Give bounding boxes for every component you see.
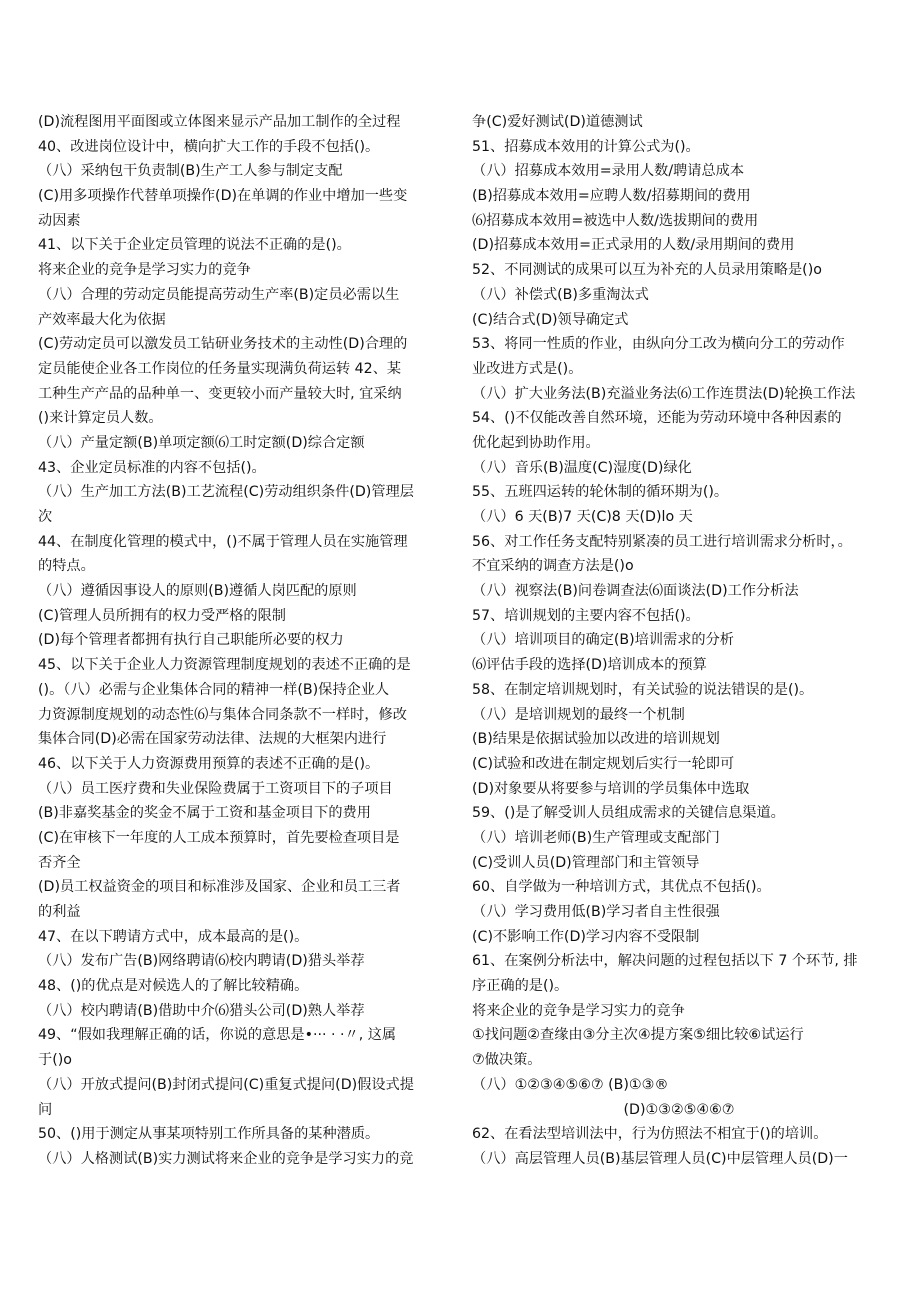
left-column-line: (C)劳动定员可以激发员工钻研业务技术的主动性(D)合理的 xyxy=(38,336,408,353)
left-column-line: 49、“假如我理解正确的话，你说的意思是•··· · ·〃, 这属 xyxy=(38,1027,397,1044)
left-column-line: (D)每个管理者都拥有执行自己职能所必要的权力 xyxy=(38,632,344,649)
left-column-line: (D)员工权益资金的项目和标准涉及国家、企业和员工三者 xyxy=(38,879,401,896)
left-column-line: (D)流程图用平面图或立体图来显示产品加工制作的全过程 xyxy=(38,114,401,130)
right-column-line: （八）培训老师(B)生产管理或支配部门 xyxy=(472,829,720,846)
left-column-line: （八）采纳包干负责制(B)生产工人参与制定支配 xyxy=(38,163,343,180)
left-column-line: 41、以下关于企业定员管理的说法不正确的是()。 xyxy=(38,237,351,254)
left-column-line: （八）发布广告(B)网络聘请⑹校内聘请(D)猎头举荐 xyxy=(38,953,365,970)
left-column-line: 力资源制度规划的动态性⑹与集体合同条款不一样时，修改 xyxy=(38,706,407,723)
right-column-line: (B)结果是依据试验加以改进的培训规划 xyxy=(472,731,720,748)
left-column-line: (C)用多项操作代替单项操作(D)在单调的作业中增加一些变 xyxy=(38,188,408,205)
left-column-line: 于()o xyxy=(38,1052,72,1069)
left-column-line: 问 xyxy=(38,1101,53,1118)
left-column-line: ()。（八）必需与企业集体合同的精神一样(B)保持企业人 xyxy=(38,681,390,698)
right-column-line: 51、招募成本效用的计算公式为()。 xyxy=(472,138,700,155)
right-column-line: 54、()不仅能改善自然环境，还能为劳动环境中各种因素的 xyxy=(472,410,842,427)
left-column-line: 43、企业定员标准的内容不包括()。 xyxy=(38,459,266,476)
left-column-line: （八）生产加工方法(B)工艺流程(C)劳动组织条件(D)管理层 xyxy=(38,484,414,501)
left-column-line: 的特点。 xyxy=(38,558,95,575)
right-column-line: （八）补偿式(B)多重淘汰式 xyxy=(472,286,649,303)
left-column-line: 46、以下关于人力资源费用预算的表述不正确的是()。 xyxy=(38,755,380,772)
right-column-line: 优化起到协助作用。 xyxy=(472,434,600,451)
left-column-line: 动因素 xyxy=(38,212,81,229)
right-column-line: ⑦做决策。 xyxy=(472,1052,542,1069)
left-column-line: 工种生产产品的品种单一、变更较小而产量较大时, 宜采纳 xyxy=(38,385,402,402)
left-column-line: 集体合同(D)必需在国家劳动法律、法规的大框架内进行 xyxy=(38,731,387,748)
left-column-line: 40、改进岗位设计中，横向扩大工作的手段不包括()。 xyxy=(38,138,380,155)
right-column-line: (D)对象要从将要参与培训的学员集体中选取 xyxy=(472,780,750,797)
left-column-line: 44、在制度化管理的模式中，()不属于管理人员在实施管理 xyxy=(38,533,408,550)
right-column-line: （八）①②③④⑤⑥⑦ (B)①③® xyxy=(472,1076,669,1093)
right-column-line: 53、将同一性质的作业，由纵向分工改为横向分工的劳动作 xyxy=(472,336,845,353)
left-column-line: 45、以下关于企业人力资源管理制度规划的表述不正确的是 xyxy=(38,657,411,674)
right-column-line: （八）是培训规划的最终一个机制 xyxy=(472,706,685,723)
right-column-line: （八）培训项目的确定(B)培训需求的分析 xyxy=(472,632,734,649)
left-column-line: （八）校内聘请(B)借助中介⑹猎头公司(D)熟人举荐 xyxy=(38,1002,365,1019)
left-column-line: (C)在审核下一年度的人工成本预算时，首先要检查项目是 xyxy=(38,829,400,846)
right-column-line: 62、在看法型培训法中，行为仿照法不相宜于()的培训。 xyxy=(472,1126,828,1143)
right-column-line: (B)招募成本效用=应聘人数/招募期间的费用 xyxy=(472,188,751,205)
right-column-line: （八）6 天(B)7 天(C)8 天(D)lo 天 xyxy=(472,509,693,525)
right-column-line: (C)受训人员(D)管理部门和主管领导 xyxy=(472,854,700,871)
right-column-line: （八）高层管理人员(B)基层管理人员(C)中层管理人员(D)一 xyxy=(472,1150,848,1167)
left-column xyxy=(38,110,450,1172)
right-column-line: （八）视察法(B)问卷调查法⑹面谈法(D)工作分析法 xyxy=(472,583,799,600)
right-column-line: (C)试验和改进在制定规划后实行一轮即可 xyxy=(472,755,735,772)
right-column-line: 52、不同测试的成果可以互为补充的人员录用策略是()o xyxy=(472,262,822,279)
left-column-line: （八）人格测试(B)实力测试将来企业的竞争是学习实力的竞 xyxy=(38,1150,414,1167)
left-column-line: 否齐全 xyxy=(38,854,81,871)
right-column-line: 将来企业的竞争是学习实力的竞争 xyxy=(472,1002,685,1019)
right-column-line: 60、自学做为一种培训方式，其优点不包括()。 xyxy=(472,879,771,896)
right-column-line: ⑹招募成本效用=被选中人数/选拔期间的费用 xyxy=(472,212,759,229)
right-column-line: ⑹评估手段的选择(D)培训成本的预算 xyxy=(472,657,707,674)
right-column-line: （八）招募成本效用=录用人数/聘请总成本 xyxy=(472,163,745,180)
right-column-line: 56、对工作任务支配特别紧凑的员工进行培训需求分析时，。 xyxy=(472,533,852,550)
left-column-line: ()来计算定员人数。 xyxy=(38,410,163,427)
left-column-line: 48、()的优点是对候选人的了解比较精确。 xyxy=(38,978,309,995)
right-column xyxy=(472,110,886,1172)
right-column-line: ①找问题②查缘由③分主次④提方案⑤细比较⑥试运行 xyxy=(472,1027,804,1044)
left-column-line: 定员能使企业各工作岗位的任务量实现满负荷运转 42、某 xyxy=(38,360,402,377)
right-column-line: 61、在案例分析法中，解决问题的过程包括以下 7 个环节, 排 xyxy=(472,953,858,970)
left-column-line: 47、在以下聘请方式中，成本最高的是()。 xyxy=(38,928,309,945)
left-column-line: （八）员工医疗费和失业保险费属于工资项目下的子项目 xyxy=(38,780,393,797)
left-column-line: (C)管理人员所拥有的权力受严格的限制 xyxy=(38,607,286,624)
right-column-line: 59、()是了解受训人员组成需求的关键信息渠道。 xyxy=(472,805,785,822)
left-column-line: 次 xyxy=(38,509,53,525)
right-column-line: (D)招募成本效用=正式录用的人数/录用期间的费用 xyxy=(472,237,795,254)
left-column-line: 的利益 xyxy=(38,904,81,920)
left-column-line: （八）遵循因事设人的原则(B)遵循人岗匹配的原则 xyxy=(38,583,357,600)
right-column-line: （八）学习费用低(B)学习者自主性很强 xyxy=(472,904,720,920)
right-column-line: (D)①③②⑤④⑥⑦ xyxy=(623,1101,735,1118)
right-column-line: 争(C)爱好测试(D)道德测试 xyxy=(472,114,643,130)
left-column-line: （八）合理的劳动定员能提高劳动生产率(B)定员必需以生 xyxy=(38,286,400,303)
right-column-line: 57、培训规划的主要内容不包括()。 xyxy=(472,607,700,624)
left-column-line: （八）开放式提问(B)封闭式提问(C)重复式提问(D)假设式提 xyxy=(38,1076,414,1093)
left-column-line: 产效率最大化为依据 xyxy=(38,311,166,328)
right-column-line: (C)不影响工作(D)学习内容不受限制 xyxy=(472,928,700,945)
left-column-line: 50、()用于测定从事某项特别工作所具备的某种潜质。 xyxy=(38,1126,380,1143)
right-column-line: （八）扩大业务法(B)充溢业务法⑹工作连贯法(D)轮换工作法 xyxy=(472,385,856,402)
right-column-line: (C)结合式(D)领导确定式 xyxy=(472,311,629,328)
right-column-line: 序正确的是()。 xyxy=(472,978,569,995)
left-column-line: （八）产量定额(B)单项定额⑹工时定额(D)综合定额 xyxy=(38,434,365,451)
right-column-line: 58、在制定培训规划时，有关试验的说法错误的是()。 xyxy=(472,681,814,698)
right-column-line: 不宜采纳的调查方法是()o xyxy=(472,558,634,575)
right-column-line: （八）音乐(B)温度(C)湿度(D)绿化 xyxy=(472,459,692,476)
left-column-line: (B)非嘉奖基金的奖金不属于工资和基金项目下的费用 xyxy=(38,805,371,822)
left-column-line: 将来企业的竞争是学习实力的竞争 xyxy=(38,262,251,279)
right-column-line: 55、五班四运转的轮休制的循环期为()。 xyxy=(472,484,729,501)
right-column-line: 业改进方式是()。 xyxy=(472,360,583,377)
